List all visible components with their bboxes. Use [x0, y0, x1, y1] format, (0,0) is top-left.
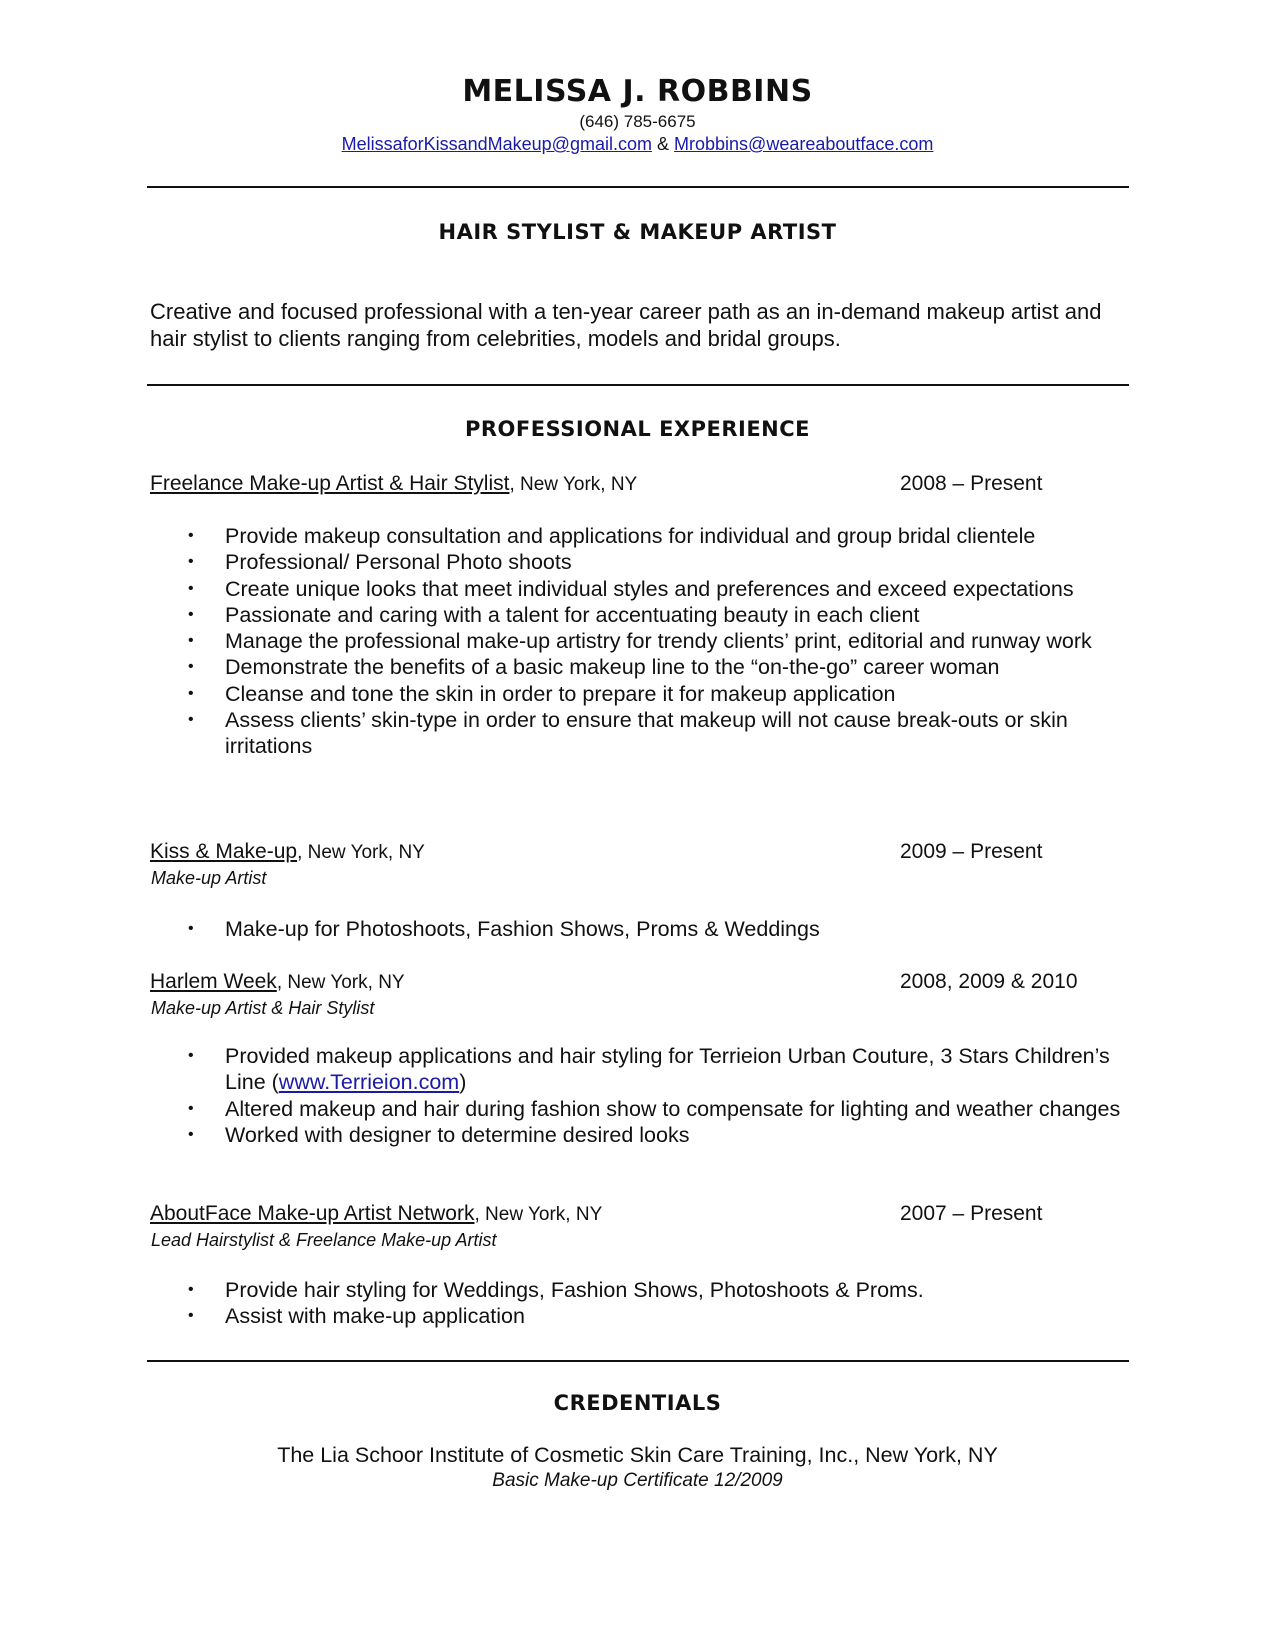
list-item: • Create unique looks that meet individual styles and preferences and exceed expectations [188, 576, 1074, 601]
job-bullet-list [0, 523, 1135, 760]
employer-location: , New York, NY [276, 972, 405, 993]
list-item: • Passionate and caring with a talent for accentuating beauty in each client [188, 602, 920, 627]
job-role: Lead Hairstylist & Freelance Make-up Artist [151, 1230, 497, 1250]
divider [147, 1360, 1129, 1362]
bullet-marker: • [188, 1307, 194, 1325]
list-item: • Assess clients’ skin-type in order to ensure that makeup will not cause break-outs or skin irritations [188, 708, 1068, 759]
list-item: • Demonstrate the benefits of a basic makeup line to the “on-the-go” career woman [188, 655, 1000, 680]
professional-title: HAIR STYLIST & MAKEUP ARTIST [438, 220, 837, 244]
employer-location: , New York, NY [509, 474, 638, 495]
list-item: • Provided makeup applications and hair styling for Terrieion Urban Couture, 3 Stars Children’s Line (www.Terrieion.com) [188, 1044, 1110, 1095]
employer-name: Freelance Make-up Artist & Hair Stylist [150, 472, 510, 495]
bullet-marker: • [188, 605, 194, 623]
job-dates: 2009 – Present [900, 840, 1043, 863]
bullet-marker: • [188, 684, 194, 702]
list-item: • Make-up for Photoshoots, Fashion Shows, Proms & Weddings [188, 917, 820, 941]
list-item: • Assist with make-up application [188, 1304, 525, 1329]
email-link-primary[interactable]: MelissaforKissandMakeup@gmail.com [341, 134, 652, 154]
employer-location: , New York, NY [474, 1204, 603, 1225]
job-bullet-list [0, 1043, 1135, 1148]
bullet-marker: • [188, 711, 194, 729]
bullet-marker: • [188, 658, 194, 676]
email-separator: & [656, 134, 669, 154]
job-role: Make-up Artist & Hair Stylist [151, 998, 375, 1018]
website-link[interactable]: www.Terrieion.com [278, 1070, 460, 1095]
profile-summary: Creative and focused professional with a ten-year career path as an in-demand makeup artist and hair stylist to clients ranging from celebrities, models and bridal groups. [150, 299, 1102, 351]
list-item: • Cleanse and tone the skin in order to prepare it for makeup application [188, 681, 896, 706]
bullet-marker: • [188, 1047, 194, 1064]
list-item: • Manage the professional make-up artistry for trendy clients’ print, editorial and runway work [188, 629, 1092, 654]
employer-name: Kiss & Make-up [150, 840, 298, 863]
bullet-marker: • [188, 527, 194, 544]
bullet-marker: • [188, 920, 194, 937]
experience-section-title: PROFESSIONAL EXPERIENCE [464, 417, 811, 441]
divider [147, 384, 1129, 386]
job-header [150, 472, 637, 496]
email-link-secondary[interactable]: Mrobbins@weareaboutface.com [674, 134, 934, 154]
bullet-marker: • [188, 1125, 194, 1143]
bullet-marker: • [188, 632, 194, 650]
job-dates: 2008 – Present [900, 472, 1043, 495]
divider [147, 186, 1129, 188]
employer-name: AboutFace Make-up Artist Network [150, 1202, 475, 1225]
job-bullet-list [0, 916, 1135, 942]
list-item: • Altered makeup and hair during fashion show to compensate for lighting and weather changes [188, 1096, 1121, 1121]
list-item: • Provide makeup consultation and applications for individual and group bridal clientele [188, 524, 1036, 548]
job-header [150, 1202, 602, 1226]
bullet-marker: • [188, 579, 194, 597]
bullet-marker: • [188, 553, 194, 571]
job-header [150, 970, 405, 994]
credential-certificate: Basic Make-up Certificate 12/2009 [492, 1470, 783, 1491]
phone-number: (646) 785-6675 [579, 112, 696, 131]
contact-emails [0, 134, 1275, 155]
job-bullet-list [0, 1277, 1135, 1330]
credentials-section-title: CREDENTIALS [553, 1391, 722, 1415]
employer-name: Harlem Week [150, 970, 277, 993]
list-item: • Provide hair styling for Weddings, Fashion Shows, Photoshoots & Proms. [188, 1278, 924, 1302]
job-dates: 2008, 2009 & 2010 [900, 970, 1078, 993]
bullet-marker: • [188, 1281, 194, 1298]
list-item: • Professional/ Personal Photo shoots [188, 550, 572, 575]
job-dates: 2007 – Present [900, 1202, 1043, 1225]
candidate-name: MELISSA J. ROBBINS [462, 74, 813, 109]
employer-location: , New York, NY [297, 842, 425, 863]
credential-school: The Lia Schoor Institute of Cosmetic Skin Care Training, Inc., New York, NY [277, 1443, 998, 1467]
bullet-marker: • [188, 1099, 194, 1117]
job-role: Make-up Artist [151, 868, 267, 888]
job-header [150, 840, 425, 864]
list-item: • Worked with designer to determine desired looks [188, 1122, 690, 1147]
